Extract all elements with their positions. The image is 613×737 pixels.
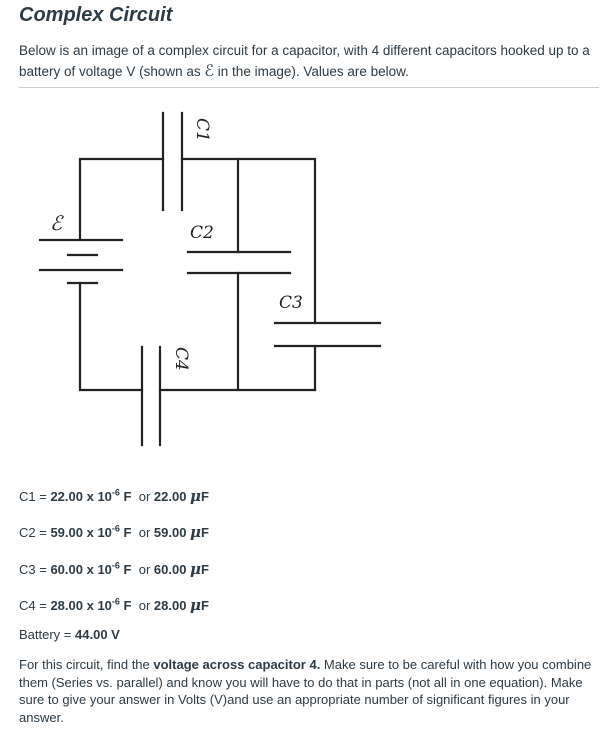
value-eq: =: [35, 598, 51, 613]
value-name: C3: [19, 562, 36, 577]
c4-label: C4: [171, 347, 191, 371]
value-unit: F: [119, 598, 132, 613]
value-row-c1: [19, 487, 209, 505]
value-or: or: [131, 598, 154, 613]
value-name: C1: [19, 489, 36, 504]
c2-label: C2: [190, 223, 214, 243]
emf-label: ℰ: [50, 211, 63, 235]
intro-paragraph: [19, 40, 599, 82]
value-eq: =: [35, 525, 51, 540]
value-alt-unit: F: [201, 562, 209, 577]
value-mantissa: 22.00 x 10: [50, 489, 112, 504]
value-or: or: [131, 562, 154, 577]
value-eq: =: [35, 489, 51, 504]
value-row-c3: [19, 560, 209, 578]
c3-label: C3: [279, 293, 303, 313]
value-mantissa: 59.00 x 10: [50, 525, 112, 540]
mu-symbol: μ: [190, 487, 202, 505]
value-alt: 28.00: [153, 598, 191, 613]
value-name: C2: [19, 525, 36, 540]
value-or: or: [131, 525, 154, 540]
value-alt: 60.00: [153, 562, 191, 577]
battery-label: Battery: [19, 627, 61, 642]
value-exponent: -6: [111, 487, 120, 498]
battery-eq: =: [60, 627, 76, 642]
emf-symbol: ℰ: [204, 63, 215, 80]
value-exponent: -6: [111, 596, 120, 607]
value-alt-unit: F: [201, 489, 209, 504]
value-exponent: -6: [111, 523, 120, 534]
wire-bottom-left: [80, 283, 142, 390]
intro-text-start: Below is an image of a complex circuit for a capacitor, with 4 different capacitors hooked up to a battery of voltage V (shown as: [19, 43, 590, 79]
value-alt-unit: F: [201, 525, 209, 540]
value-alt: 22.00: [153, 489, 191, 504]
intro-text-end: in the image). Values are below.: [214, 64, 409, 79]
battery-value: 44.00 V: [75, 627, 120, 642]
value-alt-unit: F: [201, 598, 209, 613]
mu-symbol: μ: [190, 560, 202, 578]
value-mantissa: 60.00 x 10: [50, 562, 112, 577]
value-name: C4: [19, 598, 36, 613]
task-text-start: For this circuit, find the: [19, 657, 154, 672]
value-alt: 59.00: [153, 525, 191, 540]
value-exponent: -6: [111, 560, 120, 571]
value-mantissa: 28.00 x 10: [50, 598, 112, 613]
battery-row: [19, 627, 120, 642]
value-row-c2: [19, 523, 209, 541]
value-row-c4: [19, 596, 209, 614]
page-title: Complex Circuit: [19, 4, 173, 26]
c1-label: C1: [192, 118, 212, 142]
value-eq: =: [35, 562, 51, 577]
mu-symbol: μ: [190, 523, 202, 541]
wire-top-left: [80, 159, 163, 240]
value-unit: F: [119, 489, 132, 504]
divider: [19, 87, 599, 88]
value-or: or: [131, 489, 154, 504]
task-text-end: Make sure to be careful with how you combine them (Series vs. parallel) and know you will have to do that in parts (not all in one equation). Make sure to give your answer in Volts (V)and use an appropriate number of significant figures in your answer.: [19, 657, 592, 725]
value-unit: F: [119, 562, 132, 577]
task-highlight: voltage across capacitor 4.: [153, 657, 321, 672]
value-unit: F: [119, 525, 132, 540]
circuit-diagram: [0, 90, 613, 465]
task-paragraph: [19, 656, 594, 726]
mu-symbol: μ: [190, 596, 202, 614]
